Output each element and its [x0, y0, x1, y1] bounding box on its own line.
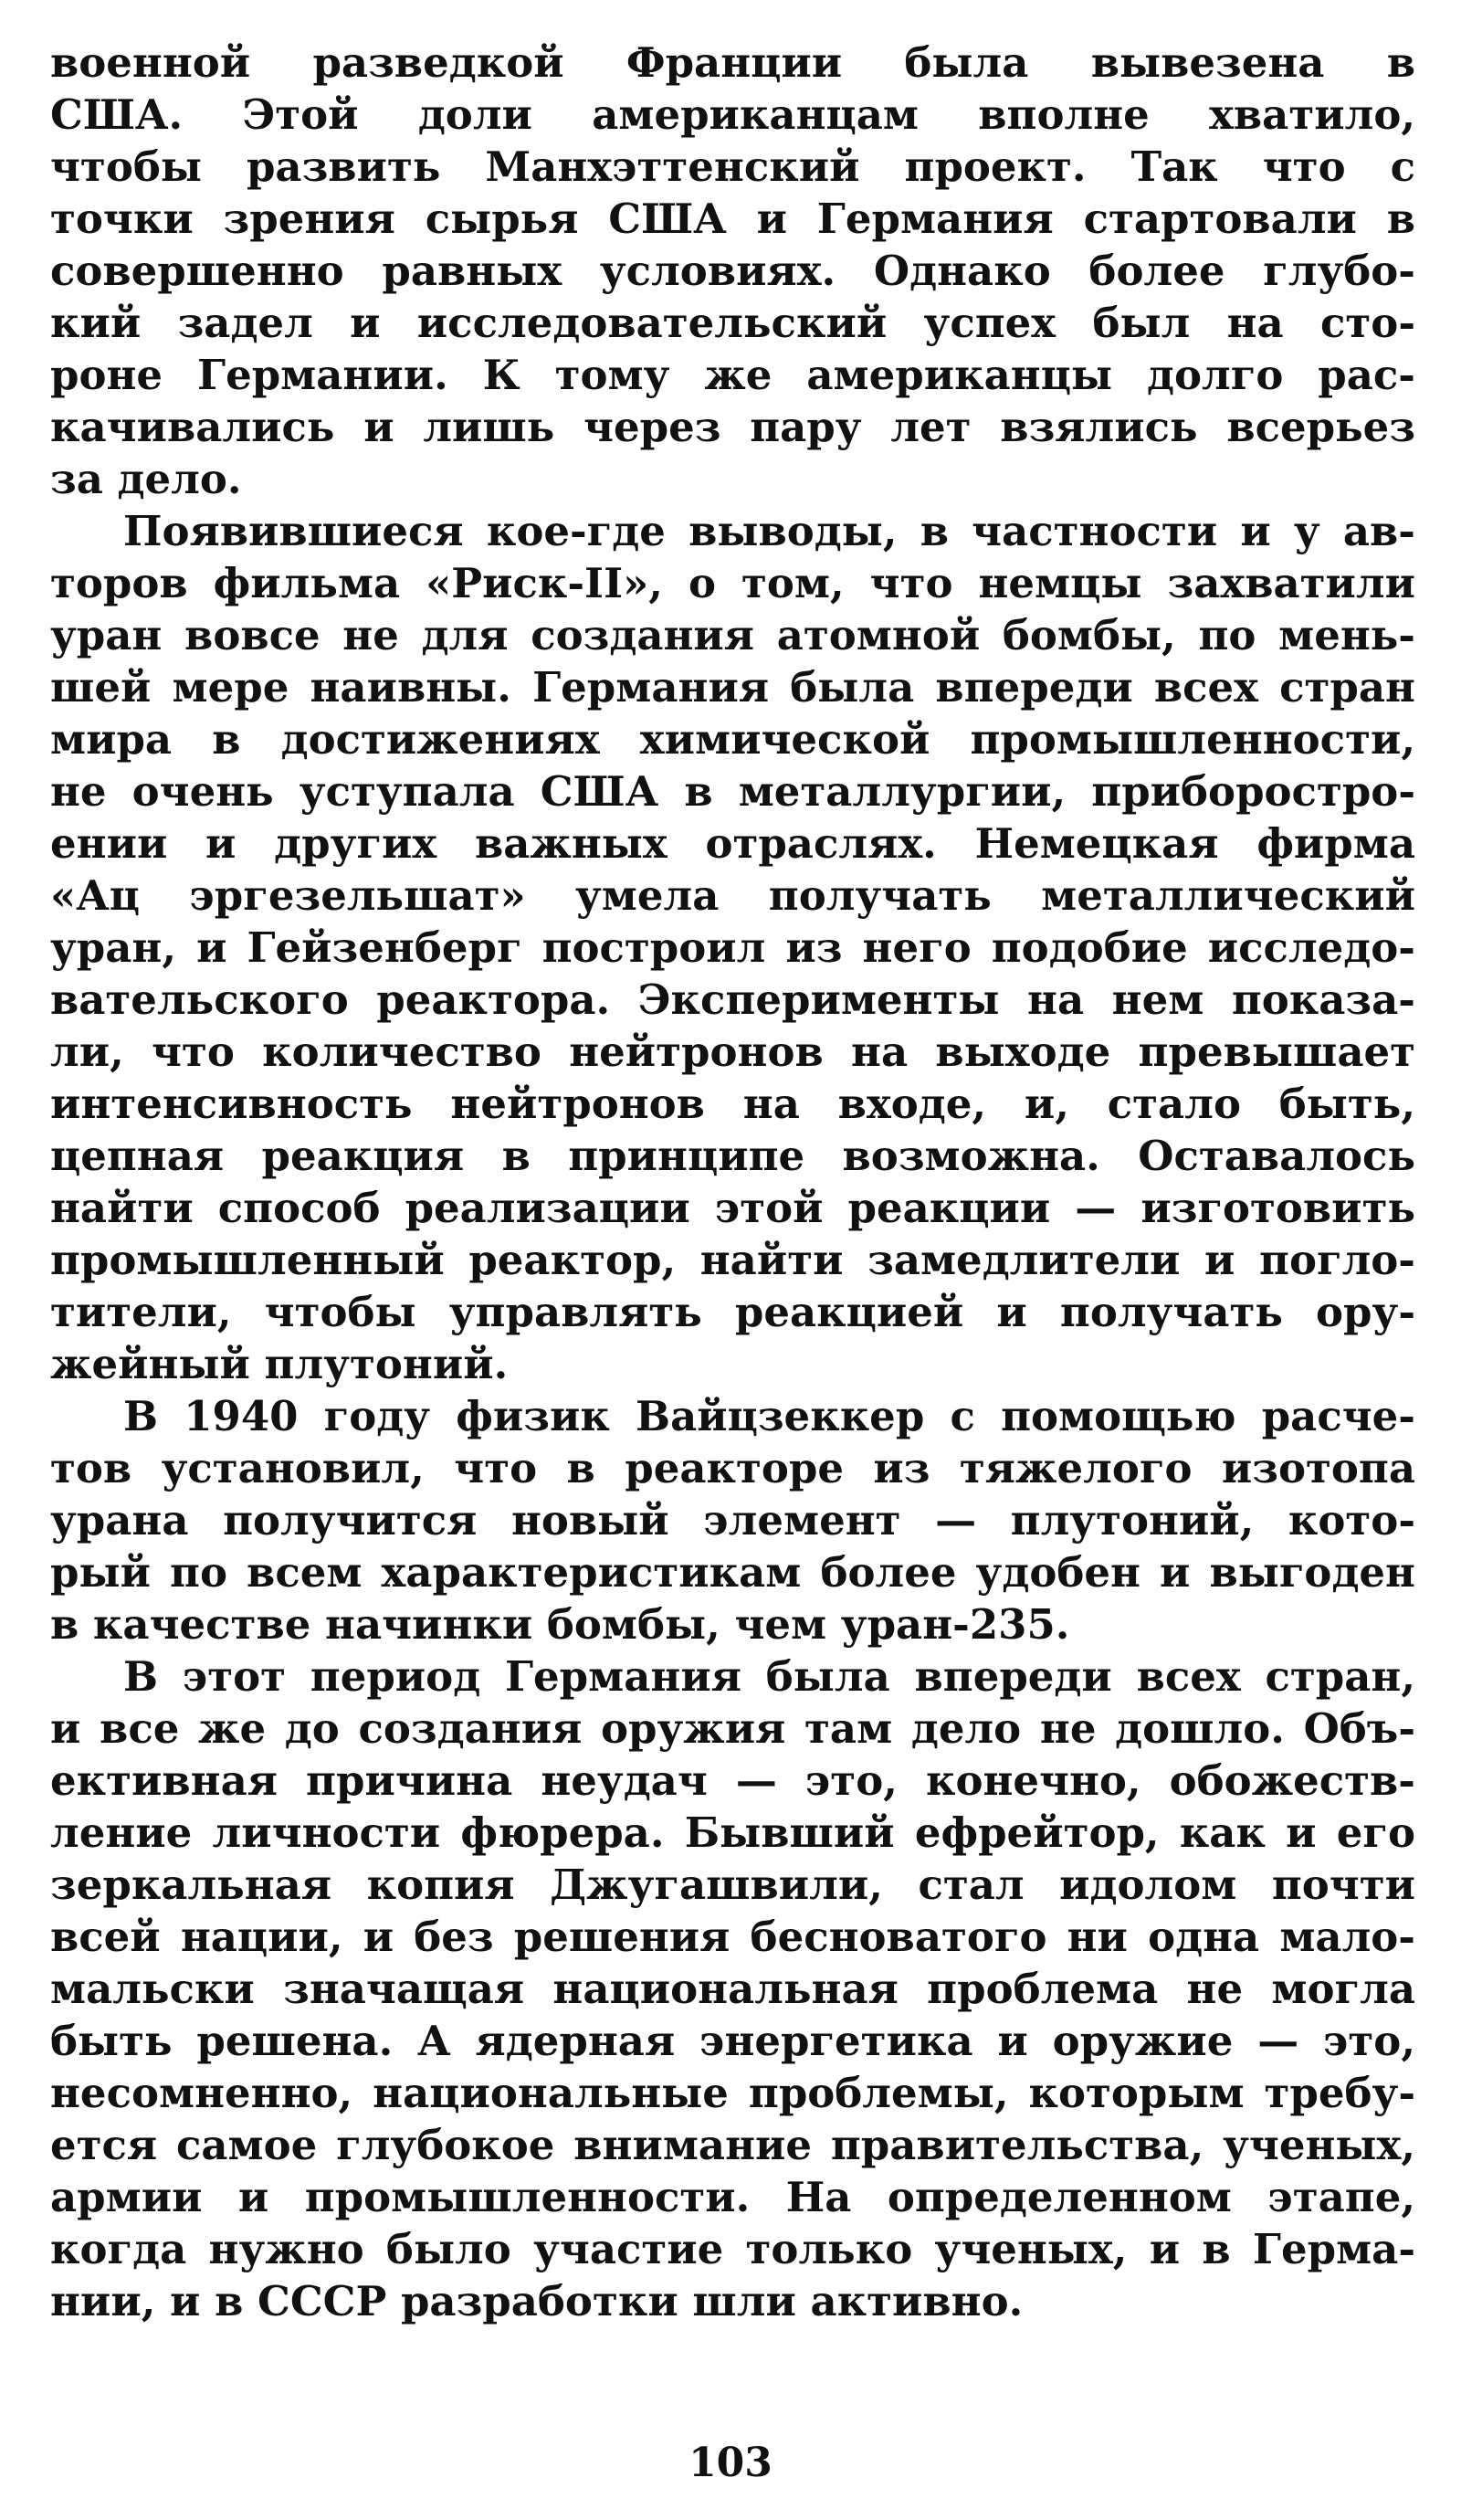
text-line: роне Германии. К тому же американцы долго рас- — [50, 351, 1415, 399]
text-line: точки зрения сырья США и Германия стартовали в — [50, 195, 1415, 243]
text-line: шей мере наивны. Германия была впереди всех стран — [50, 663, 1415, 712]
text-line: жейный плутоний. — [50, 1340, 509, 1388]
text-line: уран вовсе не для создания атомной бомбы, по мень- — [50, 611, 1415, 659]
text-line: ли, что количество нейтронов на выходе превышает — [50, 1028, 1415, 1076]
text-line: тители, чтобы управлять реакцией и получать ору- — [50, 1288, 1415, 1336]
paragraph — [50, 1390, 1415, 1650]
text-line: «Ац эргезельшат» умела получать металлический — [50, 871, 1415, 920]
text-line: ется самое глубокое внимание правительства, ученых, — [50, 2121, 1415, 2169]
text-line: мальски значащая национальная проблема не могла — [50, 1965, 1415, 2013]
text-line: Появившиеся кое-где выводы, в частности и у ав- — [123, 507, 1415, 555]
text-line: совершенно равных условиях. Однако более глубо- — [50, 247, 1415, 295]
text-line: урана получится новый элемент — плутоний, кото- — [50, 1496, 1415, 1545]
text-line: чтобы развить Манхэттенский проект. Так что с — [50, 142, 1415, 191]
text-line: военной разведкой Франции была вывезена в — [50, 38, 1415, 87]
text-line: кий задел и исследовательский успех был на сто- — [50, 299, 1415, 347]
text-line: быть решена. А ядерная энергетика и оружие — это, — [50, 2017, 1415, 2065]
text-line: ективная причина неудач — это, конечно, обожеств- — [50, 1756, 1415, 1805]
text-line: ление личности фюрера. Бывший ефрейтор, как и его — [50, 1808, 1415, 1857]
text-line: В этот период Германия была впереди всех стран, — [123, 1652, 1415, 1701]
paragraph — [50, 37, 1415, 505]
text-line: всей нации, и без решения бесноватого ни одна мало- — [50, 1913, 1415, 1961]
text-line: США. Этой доли американцам вполне хватило, — [50, 90, 1415, 139]
text-line: зеркальная копия Джугашвили, стал идолом почти — [50, 1861, 1415, 1909]
text-line: качивались и лишь через пару лет взялись всерьез — [50, 403, 1415, 451]
text-line: интенсивность нейтронов на входе, и, стало быть, — [50, 1080, 1415, 1128]
text-line: уран, и Гейзенберг построил из него подобие исследо- — [50, 923, 1415, 972]
text-line: не очень уступала США в металлургии, приборостро- — [50, 767, 1415, 816]
paragraph — [50, 1650, 1415, 2327]
text-line: нии, и в СССР разработки шли активно. — [50, 2277, 1024, 2325]
text-line: рый по всем характеристикам более удобен и выгоден — [50, 1548, 1415, 1597]
text-line: мира в достижениях химической промышленности, — [50, 715, 1415, 764]
text-line: ении и других важных отраслях. Немецкая фирма — [50, 819, 1415, 868]
text-line: торов фильма «Риск-II», о том, что немцы захватили — [50, 559, 1415, 607]
text-line: вательского реактора. Эксперименты на нем показа- — [50, 975, 1415, 1024]
text-line: тов установил, что в реакторе из тяжелого изотопа — [50, 1444, 1415, 1492]
text-line: и все же до создания оружия там дело не дошло. Объ- — [50, 1704, 1415, 1753]
text-line: когда нужно было участие только ученых, и в Герма- — [50, 2225, 1415, 2273]
text-line: цепная реакция в принципе возможна. Оставалось — [50, 1132, 1415, 1180]
page-number: 103 — [688, 2440, 773, 2486]
text-line: найти способ реализации этой реакции — изготовить — [50, 1184, 1415, 1232]
paragraph — [50, 505, 1415, 1390]
text-line: промышленный реактор, найти замедлители и погло- — [50, 1236, 1415, 1284]
text-line: В 1940 году физик Вайцзеккер с помощью расче- — [123, 1392, 1415, 1440]
text-line: армии и промышленности. На определенном этапе, — [50, 2173, 1415, 2221]
text-line: за дело. — [50, 455, 242, 503]
text-line: несомненно, национальные проблемы, которым требу- — [50, 2069, 1415, 2117]
text-line: в качестве начинки бомбы, чем уран-235. — [50, 1600, 1070, 1649]
body-text — [50, 37, 1415, 2327]
